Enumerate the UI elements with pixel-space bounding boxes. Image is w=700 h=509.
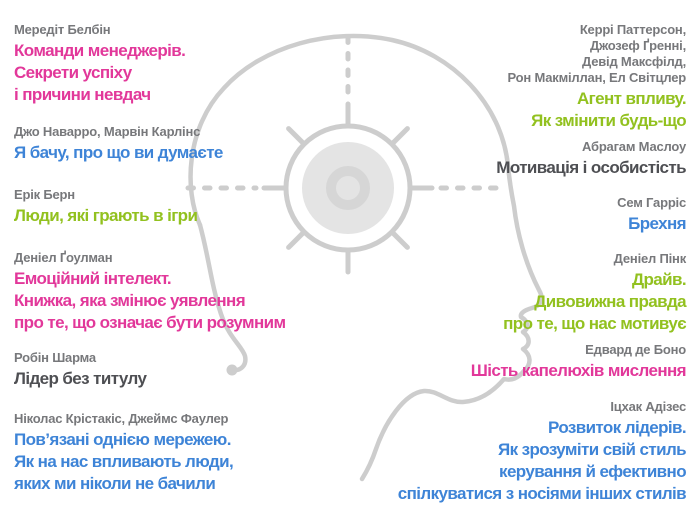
book-title-line: Як змінити будь-що (531, 111, 686, 130)
book-title-line: Дивовижна правда (534, 292, 686, 311)
book-entry-pink (503, 251, 686, 335)
book-author: Робін Шарма (14, 350, 96, 365)
book-entry-goleman (14, 250, 285, 334)
book-title-line: Драйв. (632, 270, 686, 289)
book-title-line: Книжка, яка змінює уявлення (14, 291, 246, 310)
curve-end-dot (227, 365, 238, 376)
book-author: Ерік Берн (14, 187, 75, 202)
book-title-line: керування й ефективно (499, 462, 686, 481)
book-author-line: Керрі Паттерсон, (579, 22, 686, 37)
book-title-line: про те, що означає бути розумним (14, 313, 286, 332)
book-author: Едвард де Боно (585, 342, 686, 357)
book-entry-adizes (398, 399, 686, 505)
book-author: Деніел Ґоулман (14, 250, 113, 265)
book-title-line: Як зрозуміти свій стиль (498, 440, 686, 459)
book-title-line: Секрети успіху (14, 63, 132, 82)
book-title-line: Емоційний інтелект. (14, 269, 172, 288)
book-author: Іцхак Адізес (610, 399, 686, 414)
book-entry-berne (14, 187, 197, 227)
book-title-line: Агент впливу. (576, 89, 686, 108)
book-entry-harris (617, 195, 686, 235)
book-author: Абрагам Маслоу (581, 139, 686, 154)
book-title-line: Лідер без титулу (14, 369, 147, 388)
book-entry-navarro (14, 124, 223, 164)
book-title-line: Люди, які грають в ігри (14, 206, 198, 225)
book-entry-maslow (496, 139, 686, 179)
book-entry-christakis (14, 411, 233, 495)
book-title-line: Пов’язані однією мережею. (14, 430, 231, 449)
book-title-line: Мотивація і особистість (496, 158, 686, 177)
book-author: Деніел Пінк (613, 251, 686, 266)
book-title-line: спілкуватися з носіями інших стилів (397, 484, 686, 503)
book-author: Мередіт Белбін (14, 22, 111, 37)
book-entry-patterson (508, 22, 686, 132)
book-entry-debono (471, 342, 686, 382)
book-entry-sharma (14, 350, 146, 390)
gear-inner-disc (302, 142, 394, 234)
book-title-line: Розвиток лідерів. (548, 418, 686, 437)
book-title-line: Команди менеджерів. (14, 41, 186, 60)
book-author-line: Джозеф Ґренні, (589, 38, 686, 53)
book-author: Джо Наварро, Марвін Карлінс (14, 124, 201, 139)
book-title-line: про те, що нас мотивує (503, 314, 686, 333)
book-title-line: Брехня (628, 214, 686, 233)
book-author-line: Рон Макміллан, Ел Світцлер (507, 70, 686, 85)
book-author: Сем Гарріс (617, 195, 686, 210)
book-entry-belbin (14, 22, 185, 106)
book-title-line: Я бачу, про що ви думаєте (14, 143, 223, 162)
book-title-line: яких ми ніколи не бачили (14, 474, 216, 493)
gear-sun-icon (264, 104, 432, 272)
book-author: Ніколас Крістакіс, Джеймс Фаулер (14, 411, 229, 426)
book-title-line: і причини невдач (14, 85, 151, 104)
book-title-line: Як на нас впливають люди, (14, 452, 234, 471)
book-author-line: Девід Максфілд, (581, 54, 686, 69)
book-title-line: Шість капелюхів мислення (470, 361, 686, 380)
